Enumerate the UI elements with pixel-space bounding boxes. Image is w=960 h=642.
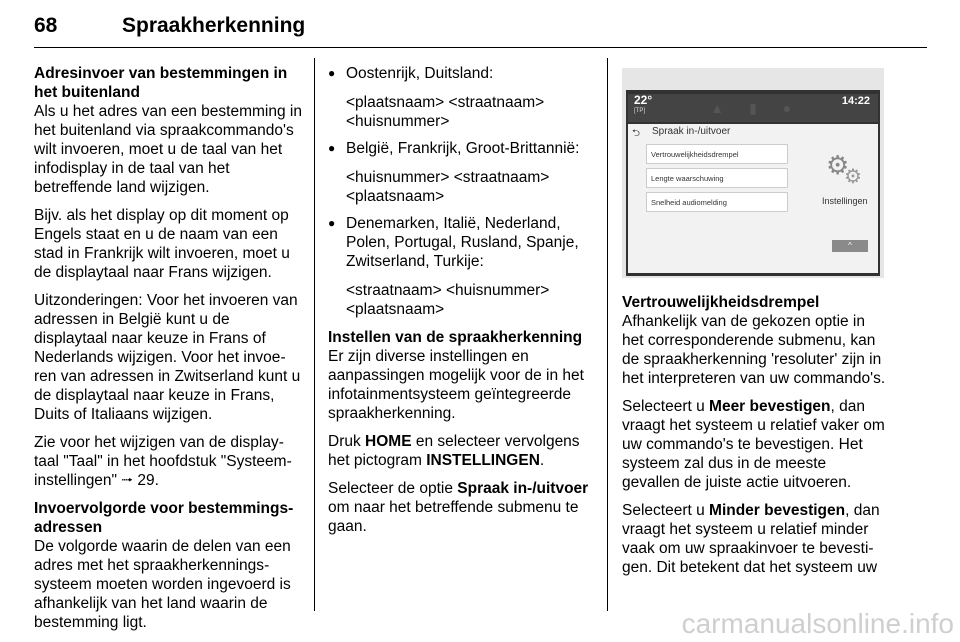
address-order-list (328, 64, 596, 319)
option-audio-speed[interactable]: Snelheid audiomelding (646, 192, 788, 212)
countries-label: Oostenrijk, Duitsland: (346, 65, 494, 82)
phone-icon[interactable]: ▮ (749, 100, 757, 116)
option-label: Meer bevestigen (709, 398, 831, 415)
menu-option-label: Spraak in-/uitvoer (457, 480, 589, 497)
navigation-icon[interactable]: ▲ (710, 100, 724, 116)
column-divider-1 (314, 58, 315, 611)
paragraph: Afhankelijk van de gekozen optie in het corresponderende submenu, kan de spraakherkenning 'resoluter' zijn in het interpreteren van uw commando's. (622, 313, 886, 387)
watermark: carmanualsonline.info (681, 608, 954, 639)
infotainment-screenshot (622, 68, 884, 278)
section-heading: Instellen van de spraakherkenning (328, 329, 583, 346)
tp-indicator: [TP] (634, 108, 646, 114)
page-number: 68 (34, 14, 58, 37)
paragraph: Zie voor het wijzigen van de displaytaal "Taal" in het hoofdstuk "Systeeminstellingen" ⭬ 29. (34, 434, 292, 489)
section-heading: Invoervolgorde voor bestemmingsadressen (34, 500, 294, 536)
paragraph: Druk HOME en selecteer vervolgens het pictogram INSTELLINGEN. (328, 433, 580, 469)
panel-title: Spraak in-/uitvoer (652, 126, 731, 137)
paragraph: De volgorde waarin de delen van een adres met het spraakherkenningssysteem moeten worden ingevoerd is afhankelijk van het land waarin de bestemming ligt. (34, 538, 291, 631)
order-example: <straatnaam> <huisnummer> <plaatsnaam> (346, 282, 550, 318)
column-2 (328, 64, 596, 545)
option-label: Minder bevestigen (709, 502, 846, 519)
settings-icon-label: INSTELLINGEN (426, 452, 540, 469)
paragraph: Uitzonderingen: Voor het invoeren van adressen in België kunt u de displaytaal naar keuze in Frans of Nederlands wijzigen. Voor het invoeren van adressen in Zwitserland kunt u de displaytaal naar keuze in Frans, Duits of Italiaans wijzigen. (34, 292, 301, 423)
clock: 14:22 (841, 95, 870, 107)
gear-icon: ⚙ (844, 166, 862, 188)
countries-label: Denemarken, Italië, Nederland, Polen, Portugal, Rusland, Spanje, Zwitserland, Turkije: (346, 215, 579, 270)
section-heading: Vertrouwelijkheidsdrempel (622, 294, 820, 311)
gear-icon: ⚙ (826, 150, 850, 180)
list-item (328, 64, 596, 131)
list-item (328, 139, 596, 206)
chevron-up-icon[interactable]: ^ (832, 240, 868, 252)
back-arrow-icon[interactable]: ⮌ (632, 128, 641, 139)
order-example: <plaatsnaam> <straatnaam> <huisnummer> (346, 94, 545, 130)
option-confidence-threshold[interactable]: Vertrouwelijkheidsdrempel (646, 144, 788, 164)
column-divider-2 (607, 58, 608, 611)
paragraph: Selecteer de optie Spraak in-/uitvoer om naar het betreffende submenu te gaan. (328, 480, 589, 535)
countries-label: België, Frankrijk, Groot-Brittannië: (346, 140, 580, 157)
column-1 (34, 64, 302, 641)
paragraph: Bijv. als het display op dit moment op Engels staat en u de naam van een stad in Frankrijk wilt invoeren, moet u de displaytaal naar Frans wijzigen. (34, 207, 290, 281)
home-key-label: HOME (365, 433, 412, 450)
temperature: 22° (634, 93, 653, 107)
header-rule (34, 47, 927, 48)
paragraph: Selecteert u Meer bevestigen, dan vraagt het systeem u relatief vaker om uw commando's te bevestigen. Het systeem zal dus in de meeste gevallen de juiste actie uitvoeren. (622, 398, 885, 491)
list-item (328, 214, 596, 319)
paragraph: Er zijn diverse instellingen en aanpassingen mogelijk voor de in het infotainmentsysteem geïntegreerde spraakherkenning. (328, 348, 584, 422)
column-3 (622, 293, 888, 586)
paragraph: Als u het adres van een bestemming in het buitenland via spraakcommando's wilt invoeren, moet u de taal van het infodisplay in de taal van het betreffende land wijzigen. (34, 103, 302, 196)
section-heading: Adresinvoer van bestemmingen in het buitenland (34, 65, 288, 101)
media-icon[interactable]: ● (782, 100, 792, 116)
paragraph: Selecteert u Minder bevestigen, dan vraagt het systeem u relatief minder vaak om uw spraakinvoer te bevestigen. Dit betekent dat het systeem uw (622, 502, 880, 576)
order-example: <huisnummer> <straatnaam> <plaatsnaam> (346, 169, 550, 205)
page-title: Spraakherkenning (122, 14, 306, 37)
option-prompt-length[interactable]: Lengte waarschuwing (646, 168, 788, 188)
settings-label: Instellingen (822, 196, 868, 206)
